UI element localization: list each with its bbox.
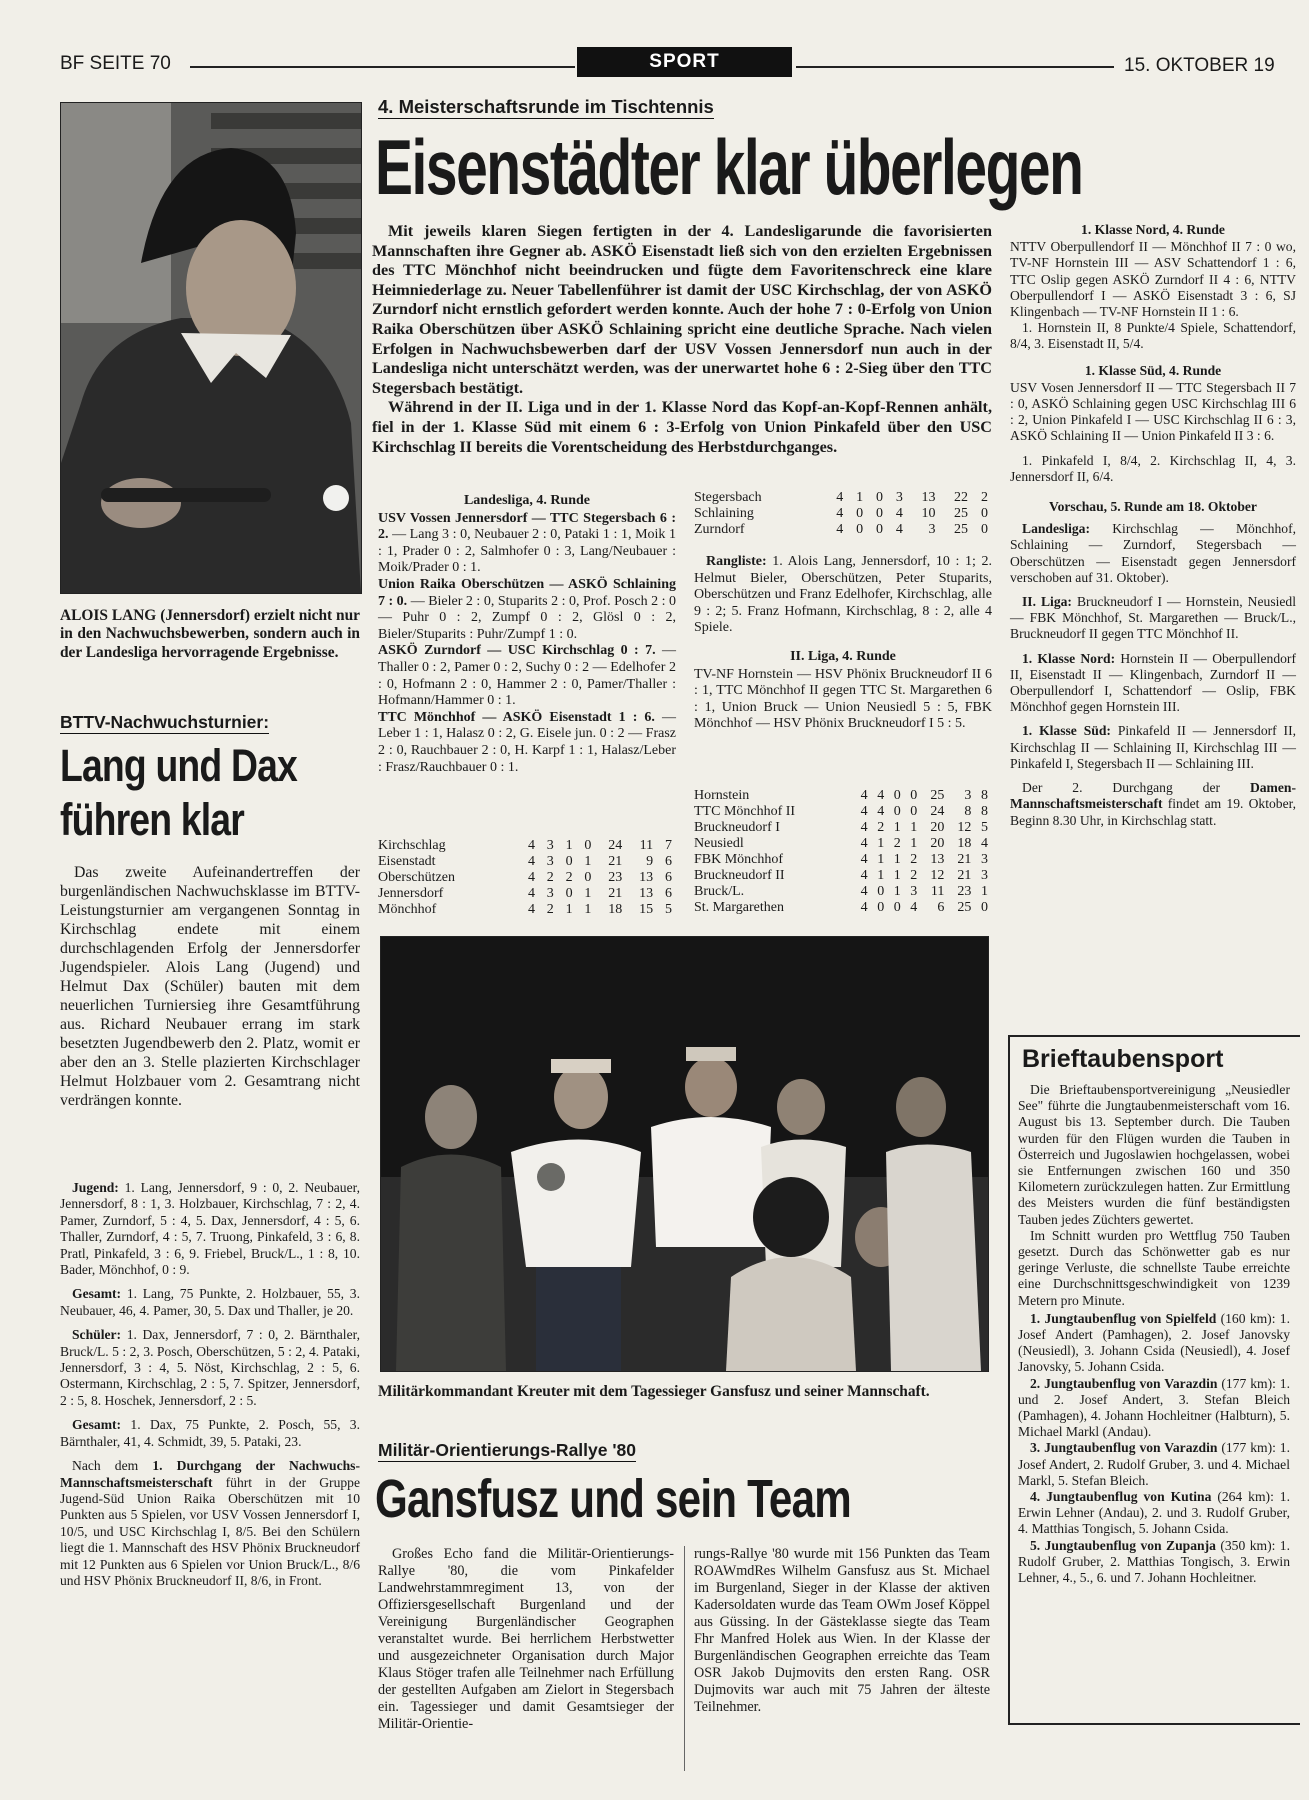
table-row (694, 852, 992, 868)
table-cell: 21 (957, 852, 972, 867)
table-row (378, 902, 676, 918)
table-cell: 0 (856, 506, 864, 521)
table-cell: 0 (981, 522, 988, 537)
table-row (694, 522, 992, 538)
table-cell: Schlaining (694, 506, 754, 521)
table-cell: 2 (546, 902, 554, 917)
table-cell: 2 (546, 870, 554, 885)
table-cell: 0 (910, 804, 918, 819)
right-results (1010, 222, 1296, 837)
header-rule-left (190, 66, 575, 68)
flight-result: 4. Jungtaubenflug von Kutina (264 km): 1. Erwin Lehner (Andau), 2. und 3. Rudolf Gruber, 4. Matthias Tongisch, 5. Johann Csida. (1018, 1489, 1290, 1537)
table-cell: 0 (565, 886, 573, 901)
table-cell: 0 (893, 804, 901, 819)
vorschau-item: II. Liga: Bruckneudorf I — Hornstein, Neusiedl — FBK Mönchhof, St. Margarethen — Bruck/L., Bruckneudorf II gegen TTC Mönchhof II. (1010, 594, 1296, 642)
main-lede-p2: Während in der II. Liga und in der 1. Klasse Nord das Kopf-an-Kopf-Rennen anhält, fiel in der 1. Klasse Süd mit einem 6 : 3-Erfolg von Union Pinkafeld über den USC Kirchschlag II bereits die Vorentscheidung des Herbstdurchganges. (372, 398, 992, 456)
table-cell: 4 (981, 836, 988, 851)
table-cell: 24 (930, 804, 945, 819)
table-cell: 1 (910, 820, 918, 835)
header-rule-right (796, 66, 1114, 68)
table-cell: 10 (921, 506, 936, 521)
table-cell: 3 (546, 886, 554, 901)
table-cell: 0 (876, 506, 884, 521)
table-cell: Zurndorf (694, 522, 745, 537)
table-cell: 3 (910, 884, 918, 899)
rallye-col-1 (378, 1546, 674, 1733)
table-cell: 25 (930, 788, 945, 803)
table-cell: 4 (860, 884, 868, 899)
table-cell: TTC Mönchhof II (694, 804, 796, 819)
table-cell: Stegersbach (694, 490, 762, 505)
table-row (694, 836, 992, 852)
landesliga-game: USV Vossen Jennersdorf — TTC Stegersbach 6 : 2. — Lang 3 : 0, Neubauer 2 : 0, Pataki 1 : 1, Moik 1 : 1, Prader 0 : 2, Salmhofer 0 : 3, Lang/Neubauer : Moik/Prader 0 : 1. (378, 510, 676, 576)
table-cell: 23 (957, 884, 972, 899)
sued-text: USV Vosen Jennersdorf II — TTC Stegersbach II 7 : 0, ASKÖ Schlaining gegen USC Kirchschlag III 6 : 2, Union Pinkafeld I — USC Kirchschlag II 6 : 3, ASKÖ Schlaining II — Union Pinkafeld II 3 : 6. (1010, 379, 1296, 444)
table-cell: 1 (877, 868, 885, 883)
table-cell: 1 (893, 884, 901, 899)
table-cell: 4 (860, 804, 868, 819)
table-cell: Bruckneudorf II (694, 868, 785, 883)
table-cell: 4 (910, 900, 918, 915)
section-banner (577, 47, 792, 77)
table-cell: Oberschützen (378, 870, 455, 885)
table-cell: Bruck/L. (694, 884, 745, 899)
table-cell: 4 (860, 852, 868, 867)
table-cell: 3 (546, 854, 554, 869)
table-cell: 5 (981, 820, 988, 835)
table-cell: 4 (877, 804, 885, 819)
table-cell: 18 (957, 836, 972, 851)
table-cell: 4 (895, 522, 903, 537)
table-cell: 4 (836, 506, 844, 521)
lang-body (60, 863, 360, 1110)
landesliga-game: TTC Mönchhof — ASKÖ Eisenstadt 1 : 6. — Leber 1 : 1, Halasz 0 : 2, G. Eisele jun. 0 : 2 — Frasz 2 : 0, Rauchbauer 2 : 0, H. Karpf 1 : 1, Halasz/Leber : Frasz/Rauchbauer 0 : 1. (378, 709, 676, 775)
table-cell: Bruckneudorf I (694, 820, 780, 835)
table-cell: Eisenstadt (378, 854, 436, 869)
table-cell: 12 (930, 868, 945, 883)
table-cell: 1 (893, 852, 901, 867)
table-cell: 9 (646, 854, 654, 869)
table-cell: 7 (665, 838, 672, 853)
table-cell: 2 (893, 836, 901, 851)
table-cell: 2 (910, 868, 918, 883)
table-cell: 20 (930, 836, 945, 851)
table-cell: 21 (957, 868, 972, 883)
table-cell: 12 (957, 820, 972, 835)
vorschau-item: Landesliga: Kirchschlag — Mönchhof, Schlaining — Zurndorf, Stegersbach — Oberschützen — Eisenstadt gegen Jennersdorf verschoben auf 31. Oktober). (1010, 521, 1296, 585)
table-cell: 6 (665, 870, 672, 885)
lang-kicker: BTTV-Nachwuchsturnier: (60, 712, 270, 732)
table-cell: 4 (527, 870, 535, 885)
rallye-col-1-text: Großes Echo fand die Militär-Orientierungs-Rallye '80, die vom Pinkafelder Landwehrstammregiment 13, von der Offiziersgesellschaft Burgenland und der Vereinigung Burgenländischer Geographen veranstaltet wurde. Bei herrlichem Herbstwetter und ausgezeichneter Organisation durch Major Klaus Stöger trafen alle Teilnehmer nach Erfüllung der gestellten Aufgaben am Zielort in Stegersbach ein. Tagessieger und damit Gesamtsieger der Militär-Orientie- (378, 1546, 674, 1732)
flight-result: 1. Jungtaubenflug von Spielfeld (160 km): 1. Josef Andert (Pamhagen), 2. Josef Janovsky (Neusiedl), 3. Johann Csida (Neusiedl), 4. Josef Janovsky, 5. Johann Csida. (1018, 1310, 1290, 1375)
liga2-section (694, 554, 992, 741)
main-lede (372, 222, 992, 457)
flight-result: 3. Jungtaubenflug von Varazdin (177 km): 1. Josef Andert, 2. Rudolf Gruber, 3. und 4. Michael Markl, 5. Stefan Bleich. (1018, 1440, 1290, 1488)
main-lede-p1: Mit jeweils klaren Siegen fertigten in der 4. Landesligarunde die favorisierten Mannschaften ihre Gegner ab. ASKÖ Eisenstadt ließ sich von den erzielten Ergebnissen des TTC Mönchhof nicht beeindrucken und fügte dem Favoritenschreck eine klare Heimniederlage zu. Neuer Tabellenführer ist damit der USC Kirchschlag, der von ASKÖ Zurndorf nicht ernstlich gefordert werden konnte. Auch der hohe 7 : 0-Erfolg von Union Raika Oberschützen über ASKÖ Schlaining spricht eine deutliche Sprache. Nach vielen Erfolgen in Nachwuchsbewerben darf der USV Vossen Jennersdorf nun auch in der Landesliga nicht unterschätzt werden, was der unerwartet hohe 6 : 2-Sieg über den TTC Stegersbach bestätigt. (372, 222, 992, 397)
brieftauben-p1: Die Brieftaubensportvereinigung „Neusiedler See" führte die Jungtaubenmeisterschaft vom 16. August bis 13. September durch. Die Tauben wurden für den Flügen wurden die Tauben in Österreich und Jugoslawien hochgelassen, wobei sie Entfernungen zwischen 160 und 350 Kilometern zurückzulegen hatten. Zur Ermittlung des Meisters wurden die fünf beständigsten Tauben jedes Züchters gewertet. (1018, 1082, 1290, 1227)
table-cell: 4 (527, 902, 535, 917)
table-cell: 21 (608, 854, 623, 869)
table-cell: 6 (665, 854, 672, 869)
table-cell: 0 (856, 522, 864, 537)
photo-rally-team (380, 936, 989, 1372)
table-cell: 15 (639, 902, 654, 917)
table-cell: 2 (981, 490, 988, 505)
liga2-table (694, 788, 992, 916)
table-cell: 2 (910, 852, 918, 867)
table-cell: 0 (876, 522, 884, 537)
nord-heading: 1. Klasse Nord, 4. Runde (1081, 222, 1225, 237)
sued-standing: 1. Pinkafeld I, 8/4, 2. Kirchschlag II, 4, 3. Jennersdorf II, 6/4. (1010, 452, 1296, 484)
table-cell: 4 (527, 886, 535, 901)
main-headline: Eisenstädter klar überlegen (375, 123, 1083, 211)
table-cell: 8 (981, 804, 988, 819)
table-cell: 4 (860, 788, 868, 803)
table-cell: 0 (893, 900, 901, 915)
table-row (378, 886, 676, 902)
table-cell: Kirchschlag (378, 838, 446, 853)
table-cell: 11 (930, 884, 945, 899)
main-kicker: 4. Meisterschaftsrunde im Tischtennis (378, 96, 714, 117)
table-cell: 0 (584, 870, 592, 885)
table-cell: Hornstein (694, 788, 750, 803)
rangliste: Rangliste: 1. Alois Lang, Jennersdorf, 10 : 1; 2. Helmut Bieler, Oberschützen, Peter Stuparits, Oberschützen und Franz Edelhofer, Kirchschlag, alle 9 : 2; 5. Franz Hofmann, Kirchschlag, 8 : 2, alle 4 Spiele. (694, 554, 993, 636)
lang-headline-1: Lang und Dax (60, 740, 297, 791)
table-row (694, 884, 992, 900)
table-cell: 3 (964, 788, 972, 803)
table-cell: 4 (860, 868, 868, 883)
table-row (378, 838, 676, 854)
result-jugend: Jugend: 1. Lang, Jennersdorf, 9 : 0, 2. Neubauer, Jennersdorf, 8 : 1, 3. Holzbauer, Kirchschlag, 7 : 2, 4. Pamer, Zurndorf, 5 : 4, 5. Dax, Jennersdorf, 4 : 5, 6. Thaller, Zurndorf, 4 : 5, 7. Truong, Pinkafeld, 3 : 6, 8. Pratl, Pinkafeld, 3 : 6, 9. Friebel, Bruck/L., 1 : 8, 10. Bader, Mönchhof, 0 : 9. (60, 1180, 361, 1278)
table-cell: 13 (921, 490, 936, 505)
table-cell: 1 (893, 868, 901, 883)
table-cell: 6 (937, 900, 945, 915)
photo-caption-team: Militärkommandant Kreuter mit dem Tagessieger Gansfusz und seiner Mannschaft. (378, 1383, 930, 1400)
rallye-headline: Gansfusz und sein Team (375, 1469, 851, 1529)
table-row (694, 788, 992, 804)
table-cell: 1 (910, 836, 918, 851)
table-cell: 3 (895, 490, 903, 505)
landesliga-table-b (694, 490, 992, 538)
table-cell: 0 (981, 506, 988, 521)
table-cell: 0 (877, 900, 885, 915)
table-cell: 13 (930, 852, 945, 867)
table-cell: 4 (895, 506, 903, 521)
vorschau-item: 1. Klasse Süd: Pinkafeld II — Jennersdorf II, Kirchschlag II — Schlaining II, Kirchschlag III — Pinkafeld I, Stegersbach II — Schlaining III. (1010, 723, 1297, 771)
table-cell: 4 (860, 820, 868, 835)
brieftauben-headline: Brieftaubensport (1022, 1045, 1224, 1073)
lang-body-text: Das zweite Aufeinandertreffen der burgenländischen Nachwuchsklasse im BTTV-Leistungsturnier am vergangenen Sonntag in Kirchschlag endete mit einem durchschlagenden Erfolg der Jennersdorfer Jugendspieler. Alois Lang (Jugend) und Helmut Dax (Schüler) bauten mit dem neuerlichen Turniersieg ihre Gesamtführung aus. Richard Neubauer errang im stark besetzten Jugendbewerb den 2. Platz, womit er aber den an 3. Stelle plazierten Kirchschlager Helmut Holzbauer vom 2. Gesamtrang nicht verdrängen konnte. (60, 864, 360, 1109)
vorschau-heading: Vorschau, 5. Runde am 18. Oktober (1049, 499, 1257, 515)
vorschau-item: 1. Klasse Nord: Hornstein II — Oberpullendorf II, Eisenstadt II — Klingenbach, Zurndorf II — Oberpullendorf I, Schattendorf — Oslip, FBK Mönchhof gegen Hornstein III. (1010, 650, 1296, 715)
table-cell: 1 (565, 902, 573, 917)
table-row (694, 804, 992, 820)
table-cell: Mönchhof (378, 902, 437, 917)
table-cell: 1 (981, 884, 988, 899)
table-cell: 23 (608, 870, 623, 885)
table-cell: 4 (877, 788, 885, 803)
table-cell: Jennersdorf (378, 886, 444, 901)
brieftauben-body (1018, 1082, 1290, 1586)
table-cell: 22 (954, 490, 969, 505)
result-jugend-gesamt: Gesamt: 1. Lang, 75 Punkte, 2. Holzbauer, 55, 3. Neubauer, 46, 4. Pamer, 30, 5. Dax und Thaller, je 20. (60, 1286, 360, 1318)
table-cell: 13 (639, 870, 654, 885)
flight-result: 2. Jungtaubenflug von Varazdin (177 km): 1. und 2. Josef Andert, 3. Stefan Bleich (Pamhagen), 4. Johann Hochleitner (Halbturn), 5. Michael Markl (Andau). (1018, 1375, 1290, 1440)
page-date: 15. OKTOBER 19 (1124, 55, 1275, 76)
photo-rally-team-image (381, 937, 988, 1371)
table-cell: 8 (964, 804, 972, 819)
table-cell: 3 (981, 852, 988, 867)
table-cell: 2 (877, 820, 885, 835)
table-row (694, 506, 992, 522)
table-cell: 0 (893, 788, 901, 803)
table-cell: 1 (565, 838, 573, 853)
table-cell: 3 (981, 868, 988, 883)
result-schueler: Schüler: 1. Dax, Jennersdorf, 7 : 0, 2. Bärnthaler, Bruck/L. 5 : 2, 3. Posch, Oberschützen, 5 : 2, 4. Pataki, Jennersdorf, 3 : 4, 5. Nöst, Kirchschlag, 2 : 5, 6. Ostermann, Kirchschlag, 2 : 5, 7. Spitzer, Jennersdorf, 2 : 5, 8. Hoschek, Jennersdorf, 2 : 5. (60, 1327, 361, 1408)
table-cell: 25 (954, 506, 969, 521)
landesliga-heading: Landesliga, 4. Runde (463, 493, 591, 508)
result-closing: Nach dem 1. Durchgang der Nachwuchs-Mannschaftsmeisterschaft führt in der Gruppe Jugend-Süd Union Raika Oberschützen mit 10 Punkten aus 5 Spielen, vor USV Vossen Jennersdorf I, 10/5, und USC Kirchschlag I, 8/5. Bei den Schülern liegt die 1. Mannschaft des HSV Phönix Bruckneudorf mit 12 Punkten aus 6 Spielen vor Union Bruck/L., 8/6 und HSV Phönix Bruckneudorf II, 8/6, in Front. (60, 1458, 360, 1588)
table-cell: 21 (608, 886, 623, 901)
photo-alois-lang (60, 102, 362, 594)
table-cell: 4 (836, 522, 844, 537)
table-row (694, 820, 992, 836)
nord-standing: 1. Hornstein II, 8 Punkte/4 Spiele, Schattendorf, 8/4, 3. Eisenstadt II, 5/4. (1010, 320, 1296, 352)
table-cell: 2 (565, 870, 573, 885)
landesliga-section (378, 493, 676, 776)
landesliga-table-a (378, 838, 676, 918)
table-cell: 4 (860, 836, 868, 851)
table-cell: FBK Mönchhof (694, 852, 784, 867)
section-label: SPORT (649, 51, 720, 72)
rallye-col-2 (694, 1546, 990, 1716)
table-cell: Neusiedl (694, 836, 744, 851)
table-cell: 6 (665, 886, 672, 901)
landesliga-game: ASKÖ Zurndorf — USC Kirchschlag 0 : 7. — Thaller 0 : 2, Pamer 0 : 2, Suchy 0 : 2 — Edelhofer 2 : 0, Hofmann 2 : 0, Hammer 2 : 0, Pamer/Thaller : Hofmann/Hammer 0 : 1. (378, 643, 677, 709)
landesliga-game: Union Raika Oberschützen — ASKÖ Schlaining 7 : 0. — Bieler 2 : 0, Stuparits 2 : 0, Prof. Posch 2 : 0 — Puhr 0 : 2, Zumpf 0 : 2, Glösl 0 : 2, Bieler/Stuparits : Puhr/Zumpf 1 : 0. (378, 576, 676, 642)
table-cell: 0 (565, 854, 573, 869)
table-cell: 8 (981, 788, 988, 803)
table-cell: 24 (608, 838, 623, 853)
flight-result: 5. Jungtaubenflug von Zupanja (350 km): 1. Rudolf Gruber, 2. Matthias Tongisch, 3. Erwin Lehner, 4., 5., 6. und 7. Johann Hochleitner. (1018, 1537, 1291, 1586)
table-cell: 0 (876, 490, 884, 505)
column-rule (684, 1546, 685, 1771)
page-header-left: BF SEITE 70 (60, 53, 171, 74)
table-row (378, 870, 676, 886)
table-cell: St. Margarethen (694, 900, 784, 915)
table-cell: 13 (639, 886, 654, 901)
photo-caption-lang: ALOIS LANG (Jennersdorf) erzielt nicht nur in den Nachwuchsbewerben, sondern auch in der Landesliga hervorragende Ergebnisse. (60, 607, 360, 661)
sued-heading: 1. Klasse Süd, 4. Runde (1084, 362, 1222, 378)
rallye-col-2-text: rungs-Rallye '80 wurde mit 156 Punkten das Team ROAWmdRes Wilhelm Gansfusz aus St. Michael im Burgenland, Sieger in der Klasse der aktiven Kadersoldaten wurde das Team OWm Josef Köppel aus Güssing. In der Gästeklasse siegte das Team Fhr Manfred Holek aus Wien. In der Klasse der Burgenländischen Geographen erreichte das Team OSR Jakob Dujmovits den ersten Rang. OSR Dujmovits war auch mit 75 Jahren der älteste Teilnehmer. (694, 1546, 990, 1715)
table-row (694, 900, 992, 916)
lang-headline-2: führen klar (60, 794, 244, 845)
photo-alois-lang-image (61, 103, 361, 593)
table-cell: 1 (584, 902, 592, 917)
table-row (694, 490, 992, 506)
table-cell: 0 (877, 884, 885, 899)
liga2-heading: II. Liga, 4. Runde (790, 648, 896, 664)
nord-text: NTTV Oberpullendorf II — Mönchhof II 7 : 0 wo, TV-NF Hornstein III — ASV Schattendorf 1 : 6, TTC Oslip gegen ASKÖ Zurndorf II 4 : 6, NTTV Oberpullendorf I — ASKÖ Eisenstadt 3 : 6, SJ Klingenbach — TV-NF Hornstein II 1 : 6. (1010, 239, 1296, 320)
table-cell: 18 (608, 902, 623, 917)
result-schueler-gesamt: Gesamt: 1. Dax, 75 Punkte, 2. Posch, 55, 3. Bärnthaler, 41, 4. Schmidt, 39, 5. Pataki, 23. (60, 1417, 360, 1449)
table-cell: 1 (877, 836, 885, 851)
damen-note: Der 2. Durchgang der Damen-Mannschaftsmeisterschaft findet am 19. Oktober, Beginn 8.30 Uhr, in Kirchschlag statt. (1010, 780, 1296, 828)
rallye-kicker: Militär-Orientierungs-Rallye '80 (378, 1440, 636, 1460)
table-cell: 0 (981, 900, 988, 915)
table-cell: 20 (930, 820, 945, 835)
table-cell: 4 (527, 838, 535, 853)
table-row (694, 868, 992, 884)
table-cell: 0 (910, 788, 918, 803)
brieftauben-p2: Im Schnitt wurden pro Wettflug 750 Tauben gesetzt. Durch das Schönwetter gab es nur geringe Verluste, die schnellste Taube erreichte eine Durchschnittsgeschwindigkeit von 1239 Metern pro Minute. (1018, 1227, 1290, 1308)
table-cell: 1 (584, 886, 592, 901)
table-cell: 5 (665, 902, 672, 917)
table-cell: 3 (546, 838, 554, 853)
liga2-text: TV-NF Hornstein — HSV Phönix Bruckneudorf II 6 : 1, TTC Mönchhof II gegen TTC St. Margarethen 6 : 1, Union Bruck — Union Neusiedl 5 : 5, FBK Mönchhof — HSV Phönix Bruckneudorf I 5 : 5. (694, 666, 992, 732)
table-cell: 1 (584, 854, 592, 869)
table-cell: 25 (957, 900, 972, 915)
table-cell: 11 (639, 838, 654, 853)
table-cell: 4 (527, 854, 535, 869)
table-cell: 4 (860, 900, 868, 915)
table-cell: 4 (836, 490, 844, 505)
table-cell: 1 (856, 490, 864, 505)
table-cell: 3 (928, 522, 936, 537)
table-row (378, 854, 676, 870)
table-cell: 25 (954, 522, 969, 537)
table-cell: 1 (877, 852, 885, 867)
table-cell: 1 (893, 820, 901, 835)
lang-results (60, 1180, 360, 1597)
table-cell: 0 (584, 838, 592, 853)
